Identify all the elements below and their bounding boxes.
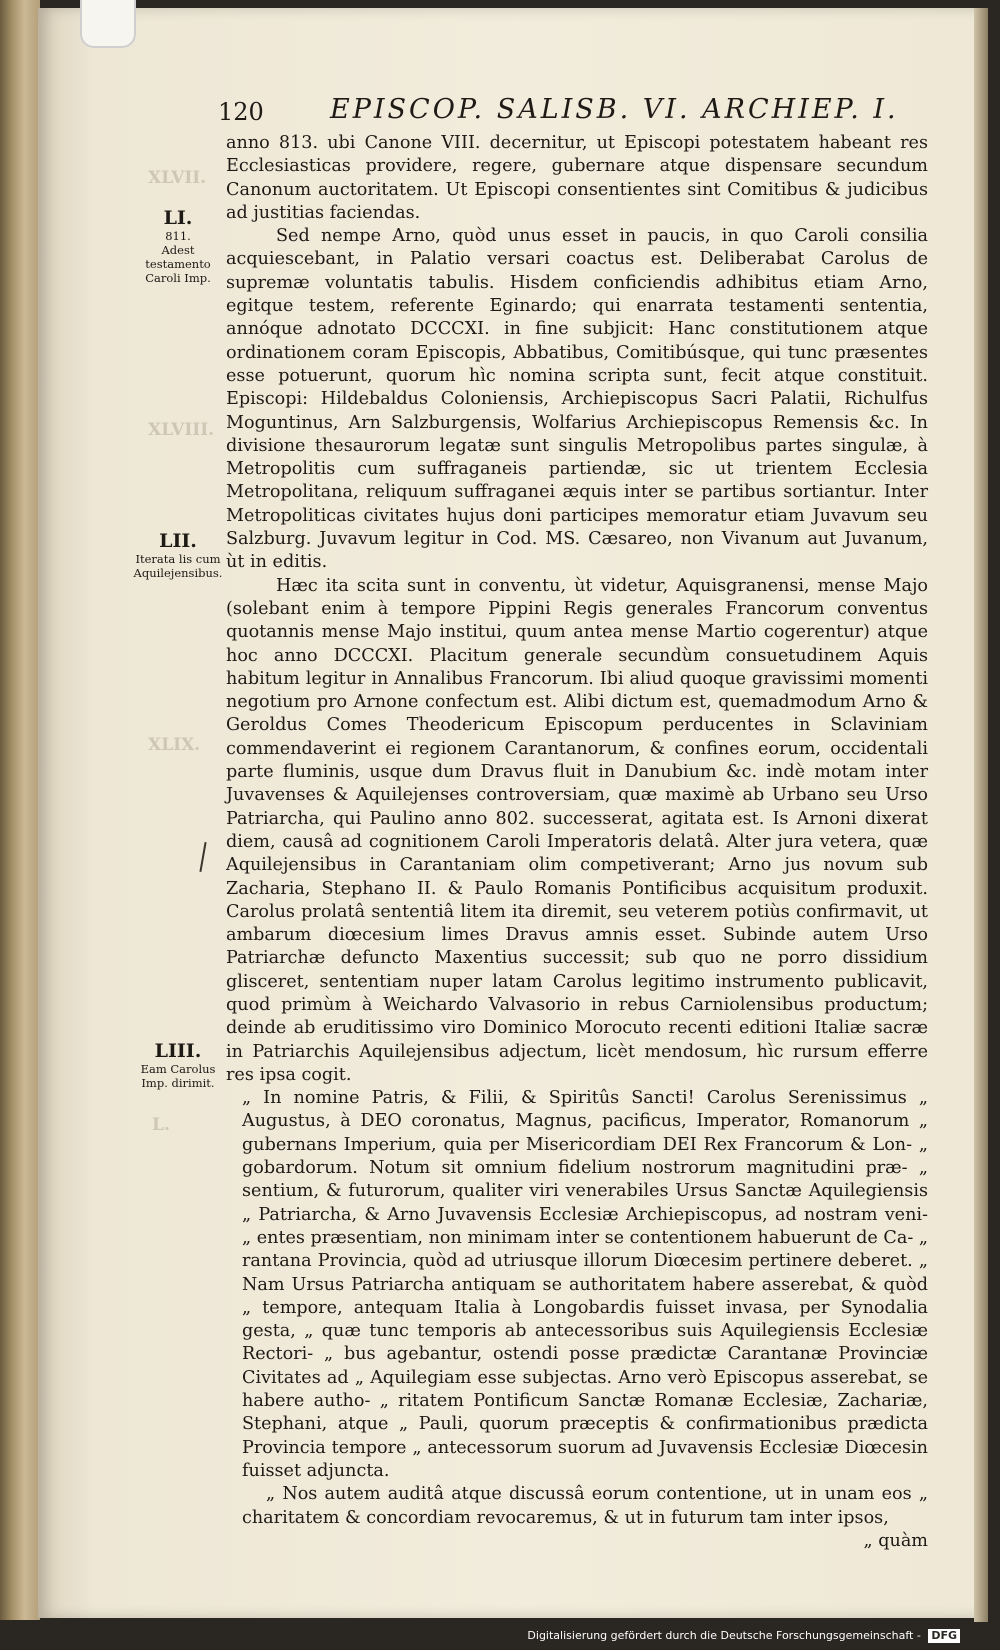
- running-header: [0, 94, 1000, 134]
- paragraph-2: Sed nempe Arno, quòd unus esset in paucis, in quo Caroli consilia acquiescebant, in Palatio versari coactus est. Deliberabat Carolus de supremæ voluntatis tabulis. Hisdem conficiendis adhibitus etiam Arno, egitque testem, referente Eginardo; qui enarrata testamenti sententia, annóque adnotato DCCCXI. in fine subjicit: Hanc constitutionem atque ordinationem coram Episcopis, Abbatibus, Comitibúsque, qui tunc præsentes esse potuerunt, quorum hìc nomina scripta sunt, fecit atque constituit. Episcopi: Hildebaldus Coloniensis, Archiepiscopus Sacri Palatii, Richulfus Moguntinus, Arn Salzburgensis, Wolfarius Archiepiscopus Remensis &c. In divisione thesaurorum legatæ sunt singulis Metropolibus partes singulæ, à Metropolitis cum suffraganeis partiendæ, sic ut trientem Ecclesia Metropolitana, reliquum suffraganei æquis inter se partibus sortiantur. Inter Metropoliticas civitates hujus doni participes memoratur etiam Juvavum seu Salzburg. Juvavum legitur in Cod. MS. Cæsareo, non Vivanum aut Juvanum, ùt in editis.: [226, 226, 928, 573]
- catchword: „ quàm: [863, 1530, 928, 1551]
- quotation-1: „ In nomine Patris, & Filii, & Spiritûs Sancti! Carolus Serenissimus „ Augustus, à DEO coronatus, Magnus, pacificus, Imperator, Romanorum „ gubernans Imperium, quia per Misericordiam DEI Rex Francorum & Lon- „ gobardorum. Notum sit omnium fidelium nostrorum magnitudini præ- „ sentium, & futurorum, qualiter viri venerabiles Ursus Sanctæ Aquilegiensis „ Patriarcha, & Arno Juvavensis Ecclesiæ Archiepiscopus, ad nostram veni- „ entes præsentiam, non minimam inter se contentionem habuerunt de Ca- „ rantana Provincia, quòd ad utriusque illorum Diœcesim pertinere deberet. „ Nam Ursus Patriarcha antiquam se authoritatem habere asserebat, & quòd „ tempore, antequam Italia à Longobardis fuisset invasa, per Synodalia gesta, „ quæ tunc temporis ab antecessoribus suis Aquilegiensis Ecclesiæ Rectori- „ bus agebantur, ostendi posse prædictæ Carantanæ Provinciæ Civitates ad „ Aquilegiam esse subjectas. Arno verò Episcopus asserebat, se habere autho- „ ritatem Pontificum Sanctæ Romanæ Ecclesiæ, Zachariæ, Stephani, atque „ Pauli, quorum præceptis & confirmationibus prædicta Provincia tempore „ antecessorum suorum ad Juvavensis Ecclesiæ Diœcesin fuisset adjuncta.: [242, 1088, 928, 1481]
- page-number: 120: [218, 98, 264, 126]
- section-note: Eam Carolus Imp. dirimit.: [140, 1062, 216, 1090]
- footer-credit: Digitalisierung gefördert durch die Deutsche Forschungsgemeinschaft -: [527, 1629, 921, 1642]
- body-text: [226, 132, 928, 1553]
- ghost-marginal-2: XLVIII.: [148, 420, 215, 440]
- section-note: Adest testamento Caroli Imp.: [145, 243, 211, 285]
- ghost-marginal-4: L.: [152, 1115, 170, 1135]
- section-year: 811.: [165, 229, 191, 243]
- section-number: LIII.: [154, 1040, 202, 1062]
- paragraph-1: anno 813. ubi Canone VIII. decernitur, ut Episcopi potestatem habeant res Ecclesiasticas providere, regere, gubernare atque dispensare secundum Canonum auctoritatem. Ut Episcopi consentientes sint Comitibus & judicibus ad justitias faciendas.: [226, 133, 928, 223]
- bookmark-tab: [80, 0, 136, 48]
- marginal-section-53: [130, 1040, 226, 1090]
- ghost-marginal-3: XLIX.: [148, 735, 201, 755]
- running-title: EPISCOP. SALISB. VI. ARCHIEP. I.: [330, 94, 899, 125]
- section-number: LII.: [159, 530, 197, 552]
- dfg-logo: DFG: [928, 1629, 960, 1643]
- quotation-2: „ Nos autem auditâ atque discussâ eorum contentione, ut in unam eos „ charitatem & concordiam revocaremus, & ut in futurum tam inter ipsos,: [242, 1484, 928, 1528]
- page-right-edge: [974, 8, 988, 1628]
- ghost-marginal-1: XLVII.: [148, 168, 207, 188]
- marginal-section-51: [130, 207, 226, 285]
- section-number: LI.: [163, 207, 193, 229]
- paragraph-3: Hæc ita scita sunt in conventu, ùt videtur, Aquisgranensi, mense Majo (solebant enim à tempore Pippini Regis generales Francorum conventus quotannis mense Majo institui, quum antea mense Martio cogerentur) atque hoc anno DCCCXI. Placitum generale secundùm consuetudinem Aquis habitum legitur in Annalibus Francorum. Ibi aliud quoque gravissimi momenti negotium pro Arnone confectum est. Alibi dictum est, quemadmodum Arno & Geroldus Comes Theodericum Episcopum perducentes in Sclaviniam commendaverint ei regionem Carantanorum, & confines eorum, occidentali parte fluminis, usque dum Dravus fluit in Danubium &c. indè motam inter Juvavenses & Aquilejenses controversiam, quæ maximè ab Urbano seu Urso Patriarcha, qui Paulino anno 802. successerat, agitata est. Is Arnoni dixerat diem, causâ ad cognitionem Caroli Imperatoris delatâ. Alter jura vetera, quæ Aquilejensibus in Carantaniam olim competiverant; Arno jus novum sub Zacharia, Stephano II. & Paulo Romanis Pontificibus acquisitum produxit. Carolus prolatâ sententiâ litem ita diremit, seu veterem potiùs confirmavit, ut ambarum diœcesium limes Dravus amnis esset. Subinde autem Urso Patriarchæ defuncto Maxentius successit; sub quo ne porro dissidium glisceret, sententiam nuper latam Carolus legitimo instrumento publicavit, quod primùm à Weichardo Valvasorio in rebus Carniolensibus productum; deinde ab eruditissimo viro Dominico Morocuto recenti editioni Italiæ sacræ in Patriarchis Aquilejensibus adjectum, licèt mendosum, hìc rursum efferre res ipsa cogit.: [226, 575, 928, 1085]
- digitization-footer: [0, 1622, 1000, 1650]
- book-edge: [0, 0, 40, 1620]
- section-note: Iterata lis cum Aquilejensibus.: [133, 552, 223, 580]
- marginal-section-52: [130, 530, 226, 580]
